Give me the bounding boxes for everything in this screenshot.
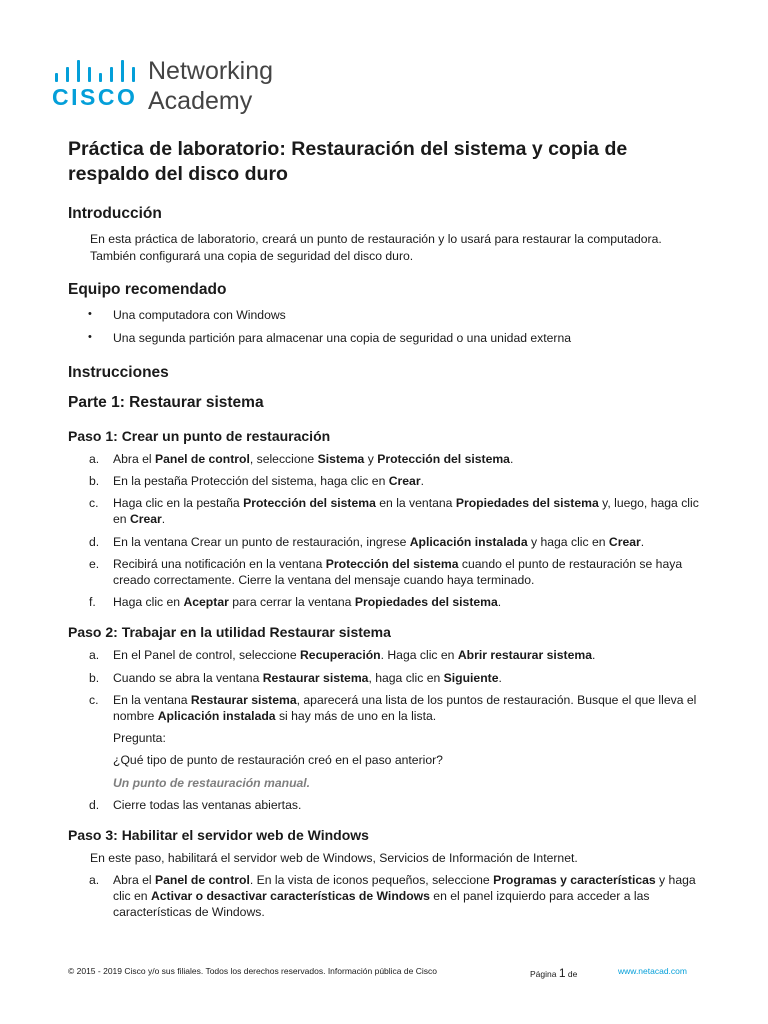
list-item: d. Cierre todas las ventanas abiertas. [89,797,302,812]
answer-text: Un punto de restauración manual. [113,775,311,790]
step3-intro: En este paso, habilitará el servidor web de Windows, Servicios de Información de Internet. [90,850,578,865]
list-item: d. En la ventana Crear un punto de restauración, ingrese Aplicación instalada y haga clic en Crear. [89,534,645,549]
equipment-list [68,307,708,345]
question-text: ¿Qué tipo de punto de restauración creó en el paso anterior? [113,753,443,768]
document-body [68,137,708,921]
list-item: f. Haga clic en Aceptar para cerrar la ventana Propiedades del sistema. [89,595,502,610]
part1-heading: Parte 1: Restaurar sistema [68,394,264,412]
intro-text: En esta práctica de laboratorio, creará un punto de restauración y lo usará para restaurar la computadora. También configurará una copia de seguridad del disco duro. [90,232,662,263]
list-item: e. Recibirá una notificación en la ventana Protección del sistema cuando el punto de restauración se haya creado correctamente. Cierre la ventana del mensaje cuando haya terminado. [89,556,683,588]
cisco-networking-academy-logo [52,58,312,118]
step3-list [68,872,708,921]
logo-text-academy: Academy [148,87,253,115]
step1-heading: Paso 1: Crear un punto de restauración [68,427,331,444]
instructions-heading: Instrucciones [68,363,169,381]
list-item: a. Abra el Panel de control. En la vista de iconos pequeños, seleccione Programas y características y haga clic en Activar o desactivar características de Windows en el panel izquierdo para acceder a las características de Windows. [89,873,696,920]
question-label: Pregunta: [113,731,166,746]
equipment-heading: Equipo recomendado [68,280,227,298]
intro-heading: Introducción [68,204,162,222]
cisco-bars-icon [55,58,140,82]
list-item: c. Haga clic en la pestaña Protección del sistema en la ventana Propiedades del sistema y, luego, haga clic en Crear. [89,496,699,527]
footer-page-number: Página 1 de [530,966,578,980]
footer-website-link[interactable]: www.netacad.com [618,966,687,976]
step2-list [68,647,708,813]
list-item: b. En la pestaña Protección del sistema, haga clic en Crear. [89,473,424,488]
list-item: • Una segunda partición para almacenar una copia de seguridad o una unidad externa [68,330,708,346]
list-item: c. En la ventana Restaurar sistema, aparecerá una lista de los puntos de restauración. Busque el que lleva el nombre Aplicación instalada si hay más de uno en la lista. Pregunta: ¿Qué tipo de punto de restauración creó en el paso anterior? Un punto de restauración manual. [68,692,708,791]
list-item: • Una computadora con Windows [68,307,708,323]
list-item: a. Abra el Panel de control, seleccione Sistema y Protección del sistema. [89,451,514,466]
step2-heading: Paso 2: Trabajar en la utilidad Restaurar sistema [68,624,391,641]
list-item: a. En el Panel de control, seleccione Recuperación. Haga clic en Abrir restaurar sistema. [89,648,596,663]
document-title: Práctica de laboratorio: Restauración del sistema y copia de respaldo del disco duro [68,138,628,186]
logo-text-networking: Networking [148,57,274,85]
footer-copyright: © 2015 - 2019 Cisco y/o sus filiales. Todos los derechos reservados. Información pública de Cisco [68,966,437,976]
step3-heading: Paso 3: Habilitar el servidor web de Windows [68,827,369,844]
step1-list [68,451,708,611]
cisco-wordmark: CISCO [52,84,138,110]
list-item: b. Cuando se abra la ventana Restaurar sistema, haga clic en Siguiente. [89,670,502,685]
